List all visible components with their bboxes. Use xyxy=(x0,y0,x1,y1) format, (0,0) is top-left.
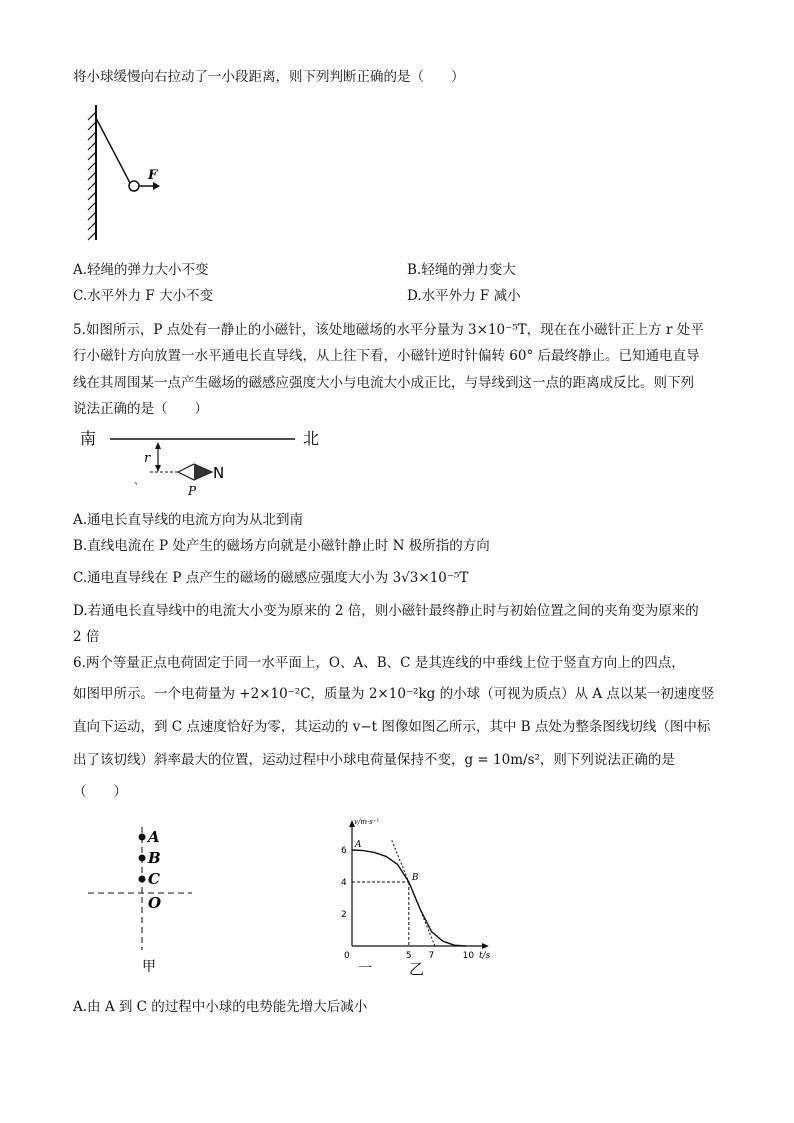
svg-text:A: A xyxy=(148,828,160,846)
q4-option-a: A.轻绳的弹力大小不变 xyxy=(73,262,209,278)
ball xyxy=(129,181,139,191)
p-label: P xyxy=(188,484,197,498)
svg-text:B: B xyxy=(148,849,161,867)
svg-text:、: 、 xyxy=(134,476,144,487)
q6-option-a: A.由 A 到 C 的过程中小球的电势能先增大后减小 xyxy=(73,999,368,1015)
y-tick-label: 6 xyxy=(341,846,347,856)
point-b xyxy=(139,855,146,862)
x-tick-label: 7 xyxy=(428,951,435,961)
caption-jia: 甲 xyxy=(142,959,156,975)
q4-option-b: B.轻绳的弹力变大 xyxy=(407,262,516,278)
caption-yi: 乙 xyxy=(409,960,425,978)
q5-option-d-line-1: D.若通电长直导线中的电流大小变为原来的 2 倍，则小磁针最终静止时与初始位置之间的夹角变为原来的 xyxy=(73,603,699,619)
x-tick-label: 0 xyxy=(344,951,350,961)
svg-text:O: O xyxy=(148,894,162,912)
south-label: 南 xyxy=(80,429,97,448)
north-label: 北 xyxy=(303,429,320,448)
rope xyxy=(96,118,130,183)
n-pole-label: N xyxy=(213,464,225,482)
arrow-icon xyxy=(153,182,160,190)
y-tick-label: 2 xyxy=(341,910,347,920)
q5-wire-figure xyxy=(70,422,340,497)
q6-stem-line-1: 6.两个等量正点电荷固定于同一水平面上，O、A、B、C 是其连线的中垂线上位于竖直方向上的四点， xyxy=(73,655,685,671)
x-axis-arrow-icon xyxy=(482,943,489,949)
point-c xyxy=(139,876,146,883)
force-label: F xyxy=(148,168,158,183)
q5-stem-line-1: 5.如图所示，P 点处有一静止的小磁针，该处地磁场的水平分量为 3×10⁻⁵T，现在在小磁针正上方 r 处平 xyxy=(73,322,704,338)
x-axis-label: t/s xyxy=(479,951,491,961)
svg-text:C: C xyxy=(148,870,160,888)
x-tick-label: 5 xyxy=(405,951,412,961)
q6-stem-line-3: 直向下运动，到 C 点速度恰好为零，其运动的 v−t 图像如图乙所示，其中 B 点处为整条图线切线（图中标 xyxy=(73,719,711,735)
point-a xyxy=(139,834,146,841)
point-b-label: B xyxy=(411,873,419,883)
q4-rope-figure xyxy=(60,100,180,245)
r-label: r xyxy=(144,451,151,466)
q5-stem-line-3: 线在其周围某一点产生磁场的磁感应强度大小与电流大小成正比，与导线到这一点的距离成反比。则下列 xyxy=(73,375,694,391)
y-axis-label: v/m·s⁻¹ xyxy=(354,818,380,826)
q6-stem-line-2: 如图甲所示。一个电荷量为 +2×10⁻²C，质量为 2×10⁻²kg 的小球（可视为质点）从 A 点以某一初速度竖 xyxy=(73,686,715,702)
q6-stem-line-4: 出了该切线）斜率最大的位置，运动过程中小球电荷量保持不变，g = 10m/s²，则下列说法正确的是 xyxy=(73,752,675,768)
q4-option-c: C.水平外力 F 大小不变 xyxy=(73,288,214,304)
point-a-label: A xyxy=(355,840,362,850)
q4-stem-tail: 将小球缓慢向右拉动了一小段距离，则下列判断正确的是（ ） xyxy=(73,69,465,85)
q6-vt-chart xyxy=(330,812,500,982)
q6-stem-line-5: （ ） xyxy=(73,784,127,800)
q5-option-d-line-2: 2 倍 xyxy=(73,629,100,645)
caption-dash: 一 xyxy=(358,961,372,977)
x-tick-label: 10 xyxy=(462,951,475,961)
q5-option-a: A.通电长直导线的电流方向为从北到南 xyxy=(73,512,304,528)
q5-stem-line-4: 说法正确的是（ ） xyxy=(73,401,208,417)
q6-figure-jia xyxy=(80,815,220,980)
q5-stem-line-2: 行小磁针方向放置一水平通电长直导线，从上往下看，小磁针逆时针偏转 60° 后最终静止。已知通电直导 xyxy=(73,348,700,364)
tangent-line xyxy=(392,840,435,946)
q4-option-d: D.水平外力 F 减小 xyxy=(407,288,521,304)
y-tick-label: 4 xyxy=(341,878,347,888)
q5-option-c: C.通电直导线在 P 点产生的磁场的磁感应强度大小为 3√3×10⁻⁵T xyxy=(73,570,469,586)
q5-option-b: B.直线电流在 P 处产生的磁场方向就是小磁针静止时 N 极所指的方向 xyxy=(73,538,490,554)
